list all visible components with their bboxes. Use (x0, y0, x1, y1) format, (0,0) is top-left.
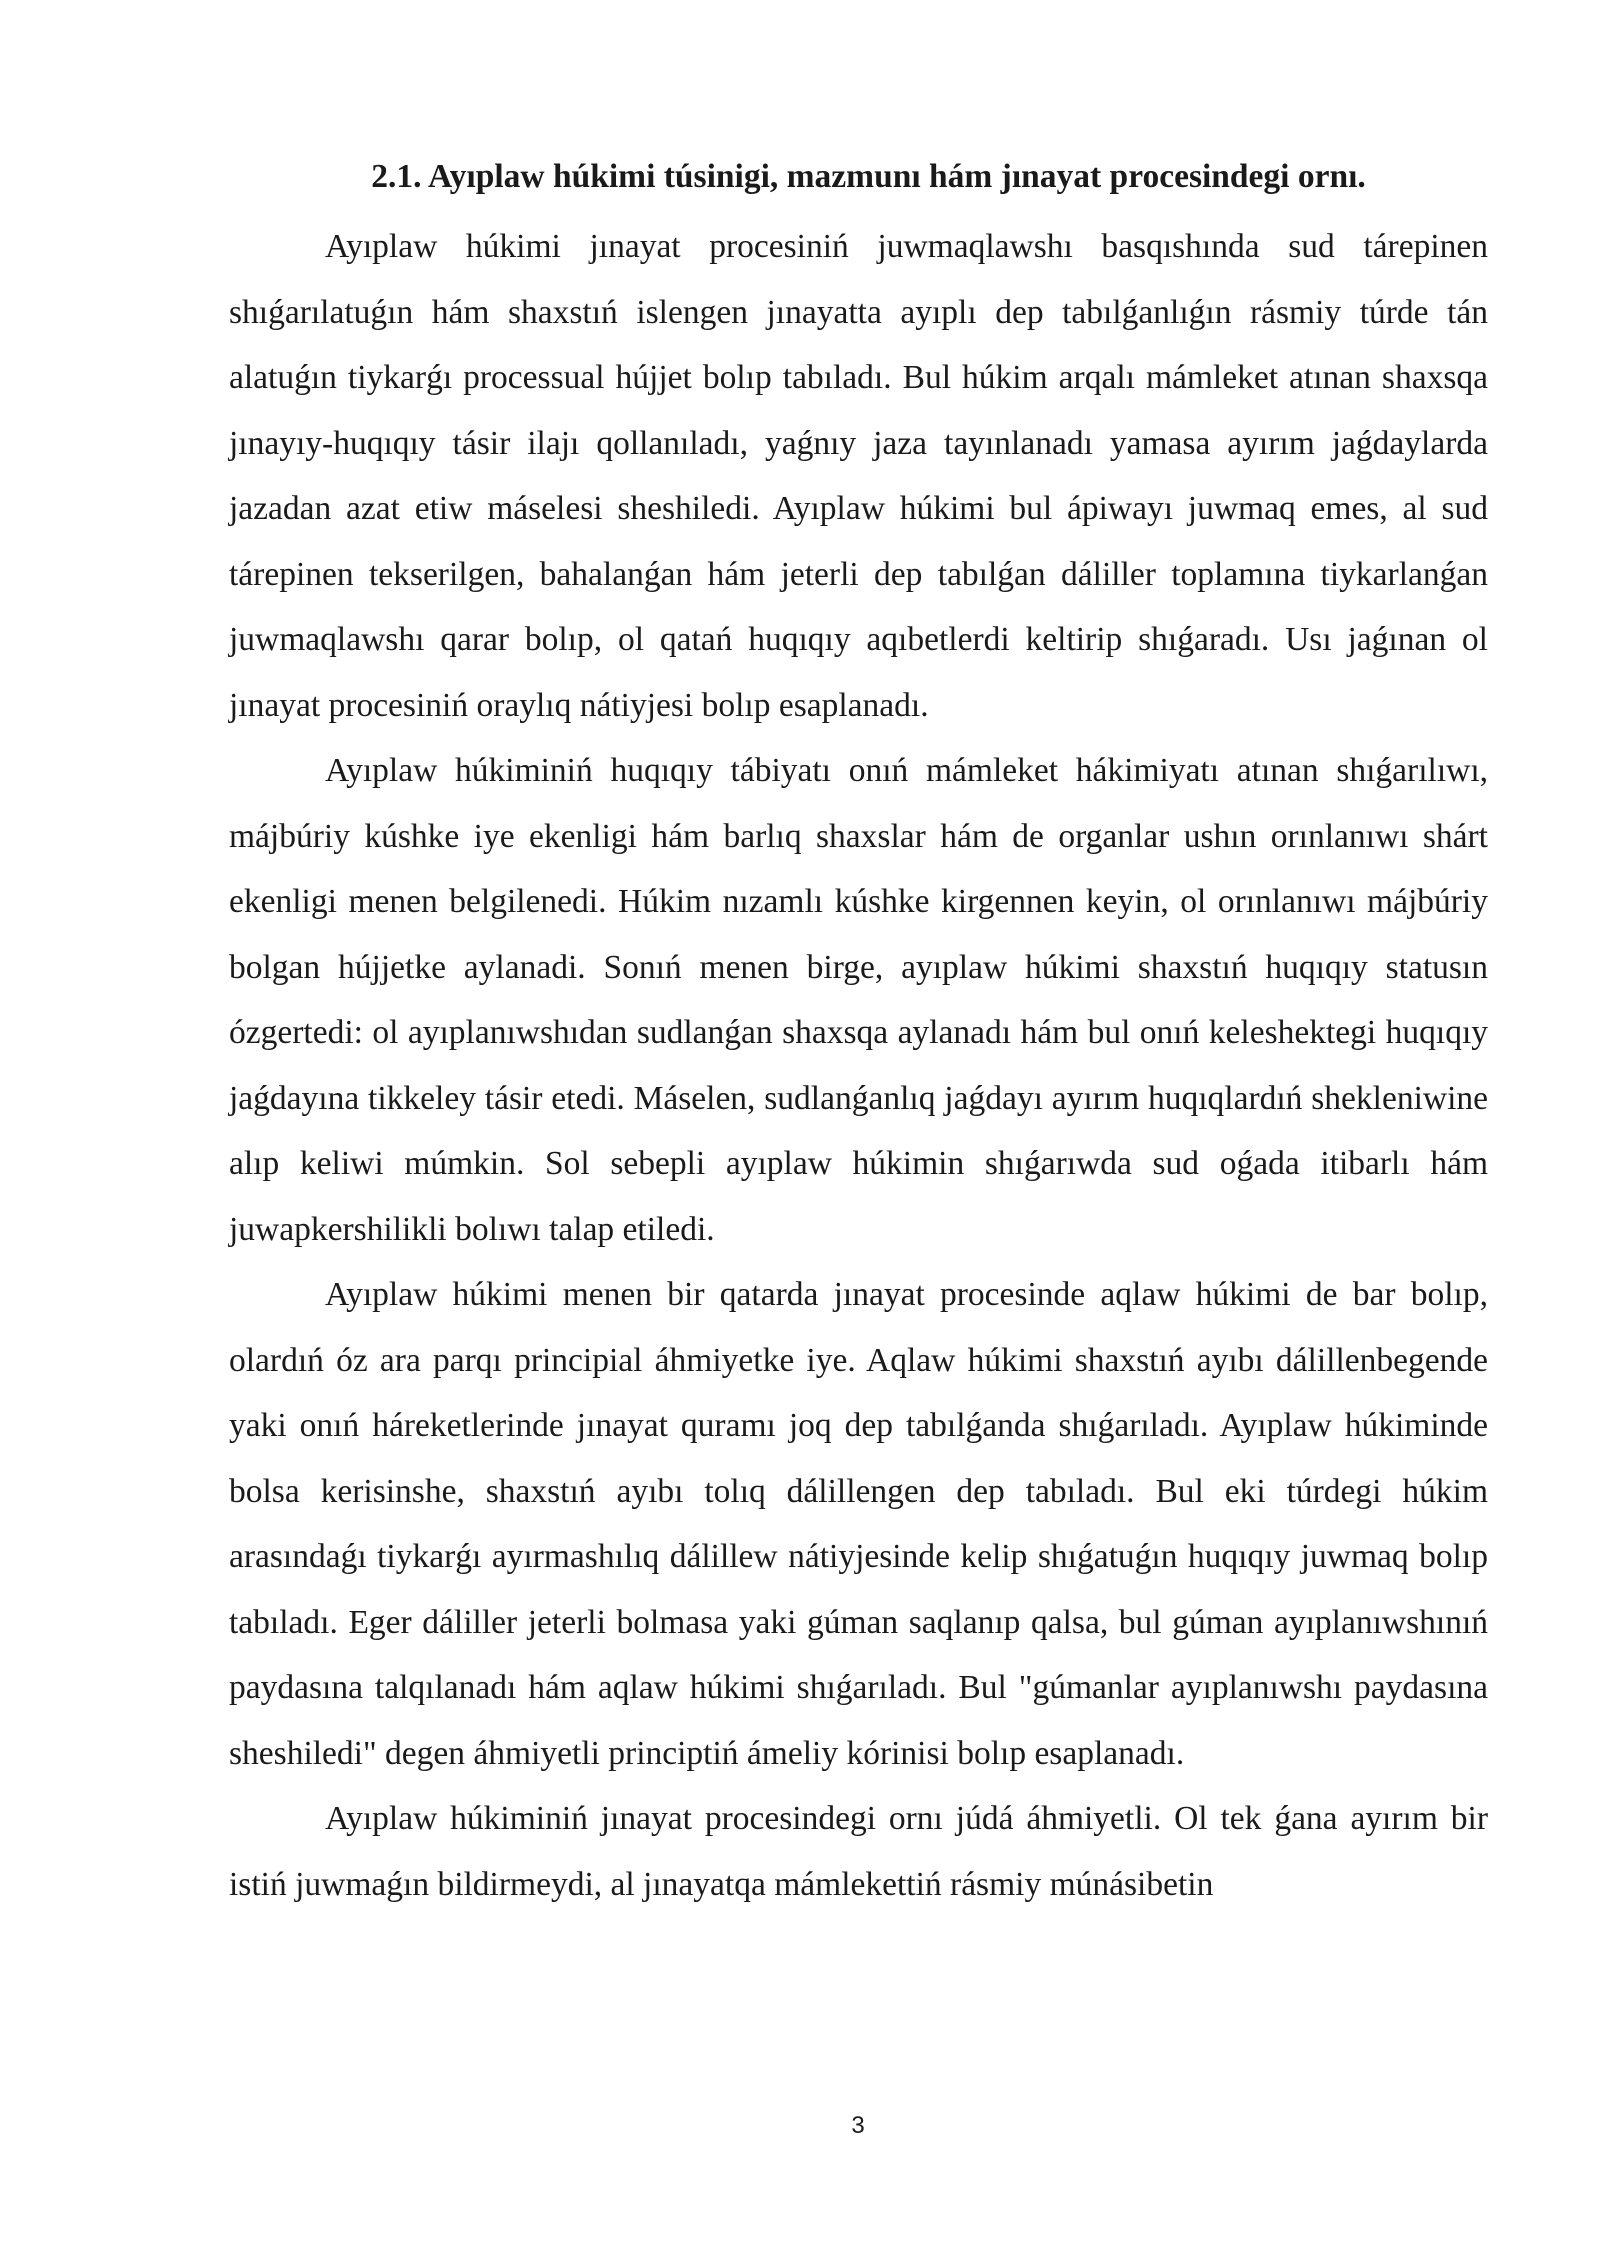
paragraph-2: Ayıplaw húkiminiń huqıqıy tábiyatı onıń mámleket hákimiyatı atınan shıǵarılıwı, májbúriy kúshke iye ekenligi hám barlıq shaxslar hám de organlar ushın orınlanıwı shárt ekenligi menen belgilenedi. Húkim nızamlı kúshke kirgennen keyin, ol orınlanıwı májbúriy bolgan hújjetke aylanadi. Sonıń menen birge, ayıplaw húkimi shaxstıń huqıqıy statusın ózgertedi: ol ayıplanıwshıdan sudlanǵan shaxsqa aylanadı hám bul onıń keleshektegi huqıqıy jaǵdayına tikkeley tásir etedi. Máselen, sudlanǵanlıq jaǵdayı ayırım huqıqlardıń shekleniwine alıp keliwi múmkin. Sol sebepli ayıplaw húkimin shıǵarıwda sud oǵada itibarlı hám juwapkershilikli bolıwı talap etiledi. (229, 752, 1488, 1248)
section-heading: 2.1. Ayıplaw húkimi túsinigi, mazmunı hám jınayat procesindegi ornı. (371, 158, 1366, 195)
page-number: 3 (851, 2112, 865, 2139)
page-content (229, 150, 1488, 1917)
paragraph-4: Ayıplaw húkiminiń jınayat procesindegi ornı júdá áhmiyetli. Ol tek ǵana ayırım bir istiń juwmaǵın bildirmeydi, al jınayatqa mámlekettiń rásmiy múnásibetin (229, 1800, 1488, 1903)
paragraph-3: Ayıplaw húkimi menen bir qatarda jınayat procesinde aqlaw húkimi de bar bolıp, olardıń óz ara parqı principial áhmiyetke iye. Aqlaw húkimi shaxstıń ayıbı dálillenbegende yaki onıń háreketlerinde jınayat quramı joq dep tabılǵanda shıǵarıladı. Ayıplaw húkiminde bolsa kerisinshe, shaxstıń ayıbı tolıq dálillengen dep tabıladı. Bul eki túrdegi húkim arasındaǵı tiykarǵı ayırmashılıq dálillew nátiyjesinde kelip shıǵatuǵın huqıqıy juwmaq bolıp tabıladı. Eger dáliller jeterli bolmasa yaki gúman saqlanıp qalsa, bul gúman ayıplanıwshınıń paydasına talqılanadı hám aqlaw húkimi shıǵarıladı. Bul "gúmanlar ayıplanıwshı paydasına sheshiledi" degen áhmiyetli principtiń ámeliy kórinisi bolıp esaplanadı. (229, 1276, 1488, 1772)
paragraph-1: Ayıplaw húkimi jınayat procesiniń juwmaqlawshı basqıshında sud tárepinen shıǵarılatuǵın hám shaxstıń islengen jınayatta ayıplı dep tabılǵanlıǵın rásmiy túrde tán alatuǵın tiykarǵı processual hújjet bolıp tabıladı. Bul húkim arqalı mámleket atınan shaxsqa jınayıy-huqıqıy tásir ilajı qollanıladı, yaǵnıy jaza tayınlanadı yamasa ayırım jaǵdaylarda jazadan azat etiw máselesi sheshiledi. Ayıplaw húkimi bul ápiwayı juwmaq emes, al sud tárepinen tekserilgen, bahalanǵan hám jeterli dep tabılǵan dáliller toplamına tiykarlanǵan juwmaqlawshı qarar bolıp, ol qatań huqıqıy aqıbetlerdi keltirip shıǵaradı. Usı jaǵınan ol jınayat procesiniń oraylıq nátiyjesi bolıp esaplanadı. (229, 228, 1488, 724)
